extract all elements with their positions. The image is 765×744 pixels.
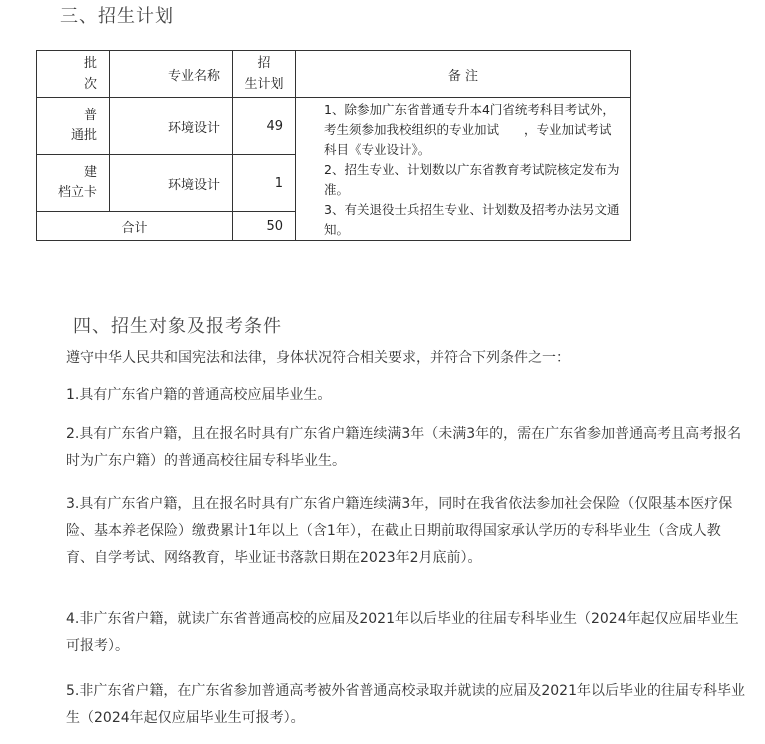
note-item: 3、有关退役士兵招生专业、计划数及招考办法另文通知。 <box>324 202 620 237</box>
section-title-eligibility: 四、招生对象及报考条件 <box>73 316 282 337</box>
notes-cell <box>296 98 631 241</box>
eligibility-item: 5.非广东省户籍，在广东省参加普通高考被外省普通高校录取并就读的应届及2021年以后毕业的往届专科毕业生（2024年起仅应届毕业生可报考）。 <box>66 683 745 726</box>
eligibility-intro: 遵守中华人民共和国宪法和法律，身体状况符合相关要求，并符合下列条件之一： <box>66 350 570 366</box>
eligibility-item: 1.具有广东省户籍的普通高校应届毕业生。 <box>66 387 332 403</box>
eligibility-item: 4.非广东省户籍，就读广东省普通高校的应届及2021年以后毕业的往届专科毕业生（2024年起仅应届毕业生可报考）。 <box>66 611 739 654</box>
table-header-row <box>37 51 631 98</box>
row-quota: 49 <box>233 98 296 155</box>
row-major: 环境设计 <box>110 98 233 155</box>
row-quota: 1 <box>233 155 296 212</box>
header-notes: 备 注 <box>296 51 631 98</box>
row-batch: 普 通批 <box>37 98 110 155</box>
header-major: 专业名称 <box>110 51 233 98</box>
note-item: 1、除参加广东省普通专升本4门省统考科目考试外，考生须参加我校组织的专业加试 ，专业加试考试科目《专业设计》。 <box>324 102 615 157</box>
row-major: 环境设计 <box>110 155 233 212</box>
eligibility-item: 3.具有广东省户籍，且在报名时具有广东省户籍连续满3年，同时在我省依法参加社会保险（仅限基本医疗保险、基本养老保险）缴费累计1年以上（含1年），在截止日期前取得国家承认学历的专科毕业生（含成人教育、自学考试、网络教育，毕业证书落款日期在2023年2月底前）。 <box>66 496 733 566</box>
row-batch: 建 档立卡 <box>37 155 110 212</box>
header-batch: 批 次 <box>37 51 110 98</box>
table-row <box>37 98 631 155</box>
eligibility-item: 2.具有广东省户籍，且在报名时具有广东省户籍连续满3年（未满3年的，需在广东省参加普通高考且高考报名时为广东户籍）的普通高校往届专科毕业生。 <box>66 426 742 469</box>
enrollment-plan-table <box>36 50 631 241</box>
section-title-plan: 三、招生计划 <box>60 6 174 27</box>
total-label: 合计 <box>37 212 233 241</box>
note-item: 2、招生专业、计划数以广东省教育考试院核定发布为准。 <box>324 162 620 197</box>
header-quota: 招 生计划 <box>233 51 296 98</box>
total-value: 50 <box>233 212 296 241</box>
